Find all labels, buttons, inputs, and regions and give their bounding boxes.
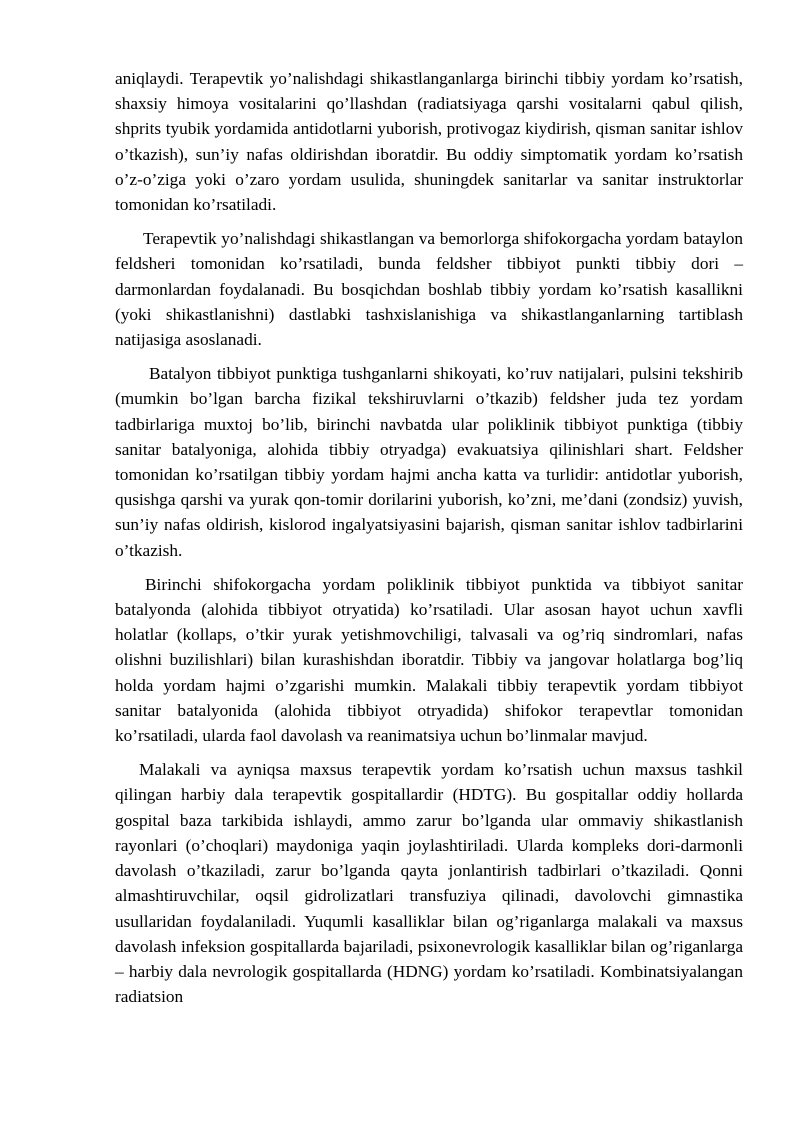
paragraph-1: aniqlaydi. Terapevtik yo’nalishdagi shikastlanganlarga birinchi tibbiy yordam ko’rsatish, shaxsiy himoya vositalarini qo’llashdan (radiatsiyaga qarshi vositalarni qabul qilish, shprits tyubik yordamida antidotlarni yuborish, protivogaz kiydirish, qisman sanitar ishlov o’tkazish), sun’iy nafas oldirishdan iboratdir. Bu oddiy simptomatik yordam ko’rsatish o’z-o’ziga yoki o’zaro yordam usulida, shuningdek sanitarlar va sanitar instruktorlar tomonidan ko’rsatiladi.	[115, 69, 743, 215]
paragraph-5: Malakali va ayniqsa maxsus terapevtik yordam ko’rsatish uchun maxsus tashkil qilingan harbiy dala terapevtik gospitallardir (HDTG). Bu gospitallar oddiy hollarda gospital baza tarkibida ishlaydi, ammo zarur bo’lganda ular ommaviy shikastlanish rayonlari (o’choqlari) maydoniga yaqin joylashtiriladi. Ularda kompleks dori-darmonli davolash o’tkaziladi, zarur bo’lganda qayta jonlantirish tadbirlari o’tkaziladi. Qonni almashtiruvchilar, oqsil gidrolizatlari transfuziya qilinadi, davolovchi gimnastika usullaridan foydalaniladi. Yuqumli kasalliklar bilan og’riganlarga malakali va maxsus davolash infeksion gospitallarda bajariladi, psixonevrologik kasalliklar bilan og’riganlarga – harbiy dala nevrologik gospitallarda (HDNG) yordam ko’rsatiladi. Kombinatsiyalangan radiatsion	[115, 760, 743, 1007]
paragraph-2: Terapevtik yo’nalishdagi shikastlangan va bemorlorga shifokorgacha yordam bataylon feldsheri tomonidan ko’rsatiladi, bunda feldsher tibbiyot punkti tibbiy dori – darmonlardan foydalanadi. Bu bosqichdan boshlab tibbiy yordam ko’rsatish kasallikni (yoki shikastlanishni) dastlabki tashxislanishiga va shikastlanganlarning tartiblash natijasiga asoslanadi.	[115, 229, 743, 350]
document-page	[115, 66, 743, 1018]
paragraph-4: Birinchi shifokorgacha yordam poliklinik tibbiyot punktida va tibbiyot sanitar batalyonda (alohida tibbiyot otryatida) ko’rsatiladi. Ular asosan hayot uchun xavfli holatlar (kollaps, o’tkir yurak yetishmovchiligi, talvasali va og’riq sindromlari, nafas olishni buzilishlari) bilan kurashishdan iboratdir. Tibbiy va jangovar holatlarga bog’liq holda yordam hajmi o’zgarishi mumkin. Malakali tibbiy terapevtik yordam tibbiyot sanitar batalyonida (alohida tibbiyot otryadida) shifokor terapevtlar tomonidan ko’rsatiladi, ularda faol davolash va reanimatsiya uchun bo’linmalar mavjud.	[115, 574, 743, 746]
paragraph-3: Batalyon tibbiyot punktiga tushganlarni shikoyati, ko’ruv natijalari, pulsini tekshirib (mumkin bo’lgan barcha fizikal tekshiruvlarni o’tkazib) feldsher juda tez yordam tadbirlariga muxtoj bo’lib, birinchi navbatda ular poliklinik tibbiyot punktiga (tibbiy sanitar batalyoniga, alohida tibbiy otryadga) evakuatsiya qilinishlari shart. Feldsher tomonidan ko’rsatilgan tibbiy yordam hajmi ancha katta va turlidir: antidotlar yuborish, qusishga qarshi va yurak qon-tomir dorilarini yuborish, ko’zni, me’dani (zondsiz) yuvish, sun’iy nafas oldirish, kislorod ingalyatsiyasini bajarish, qisman sanitar ishlov tadbirlarini o’tkazish.	[115, 364, 743, 560]
